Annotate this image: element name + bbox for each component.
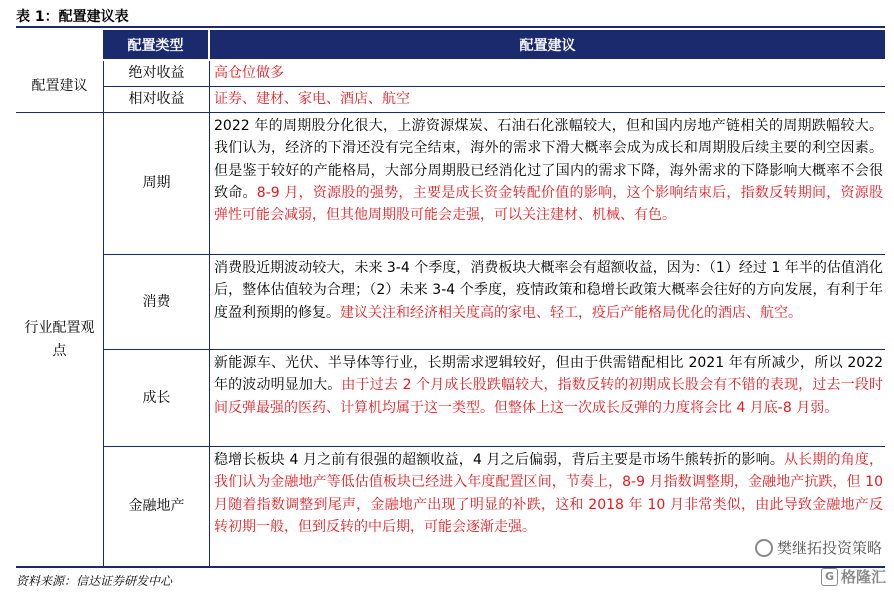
section-label-industry: 行业配置观点 xyxy=(24,320,95,359)
watermark-brand-name: 格隆汇 xyxy=(840,568,886,586)
advice-growth-highlight: 由于过去 2 个月成长股跌幅较大，指数反转的初期成长股会有不错的表现，过去一段时间反弹最强的医药、计算机均属于这一类型。但整体上这一次成长反弹的力度将会比 4 月底-8 月弱。 xyxy=(214,377,884,416)
table-title: 表 1：配置建议表 xyxy=(16,9,129,25)
row-type-finance-realestate: 金融地产 xyxy=(128,498,185,515)
header-type: 配置类型 xyxy=(103,30,208,59)
advice-consumer-highlight: 建议关注和经济相关度高的家电、轻工，疫后产能格局优化的酒店、航空。 xyxy=(340,304,802,321)
row-advice-relative: 证券、建材、家电、酒店、航空 xyxy=(214,91,410,107)
advice-consumer-text: 消费股近期波动较大，未来 3-4 个季度，消费板块大概率会有超额收益，因为：（1）经过 1 年半的估值消化后，整体估值较为合理；（2）未来 3-4 个季度，疫情政策和稳增长政策大概率会往好的方向发展，有利于年度盈利预期的修复。 xyxy=(214,260,883,321)
header-advice: 配置建议 xyxy=(210,30,885,59)
watermark-account xyxy=(755,537,882,558)
row-type-consumer: 消费 xyxy=(142,293,171,310)
source-note: 资料来源：信达证券研发中心 xyxy=(16,574,173,588)
advice-finance-text: 稳增长板块 4 月之前有很强的超额收益，4 月之后偏弱，背后主要是市场牛熊转折的影响。 xyxy=(214,452,784,468)
advice-growth-text: 新能源车、光伏、半导体等行业，长期需求逻辑较好，但由于供需错配相比 2021 年有所减少，所以 2022 年的波动明显加大。 xyxy=(214,355,883,394)
row-type-absolute: 绝对收益 xyxy=(128,65,185,82)
grid-vline-1 xyxy=(103,61,104,566)
bottom-rule xyxy=(16,566,885,568)
watermark-brand xyxy=(821,566,886,587)
advice-cyclical-highlight: 8-9 月，资源股的强势，主要是成长资金转配价值的影响，这个影响结束后，指数反转期间，资源股弹性可能会减弱，但其他周期股可能会走强，可以关注建材、机械、有色。 xyxy=(214,184,883,224)
section-label-allocation: 配置建议 xyxy=(31,78,88,95)
grid-hline-3 xyxy=(103,349,885,350)
grid-hline-2 xyxy=(103,254,885,255)
grid-hline-4 xyxy=(103,446,885,447)
grid-hline-section xyxy=(16,112,885,113)
row-type-cyclical: 周期 xyxy=(142,175,171,192)
row-advice-growth xyxy=(210,352,885,446)
row-type-growth: 成长 xyxy=(142,389,171,406)
grid-vline-2 xyxy=(209,61,210,566)
row-advice-absolute: 高仓位做多 xyxy=(214,65,284,81)
wechat-logo-icon xyxy=(755,539,773,557)
row-type-relative: 相对收益 xyxy=(128,91,185,108)
brand-logo-icon: G xyxy=(821,568,838,586)
row-advice-cyclical xyxy=(210,115,885,254)
advice-finance-highlight: 从长期的角度，我们认为金融地产等低估值板块已经进入年度配置区间，节奏上，8-9 月指数调整期，金融地产抗跌，但 10 月随着指数调整到尾声，金融地产出现了明显的补跌，这和 2018 年 10 月非常类似，由此导致金融地产反转初期一般，但到反转的中后期，可能会逐渐走强。 xyxy=(214,452,883,535)
advice-cyclical-text: 2022 年的周期股分化很大，上游资源煤炭、石油石化涨幅较大，但和国内房地产链相关的周期跌幅较大。我们认为，经济的下滑还没有完全结束，海外的需求下滑大概率会成为成长和周期股后续主要的利空因素。但是鉴于较好的产能格局，大部分周期股已经消化过了国内的需求下降，海外需求的下降影响大概率不会很致命。 xyxy=(214,118,883,201)
row-advice-consumer xyxy=(210,257,885,349)
grid-hline-1 xyxy=(103,86,885,87)
watermark-account-name: 樊继拓投资策略 xyxy=(776,539,882,557)
top-rule xyxy=(16,26,885,28)
